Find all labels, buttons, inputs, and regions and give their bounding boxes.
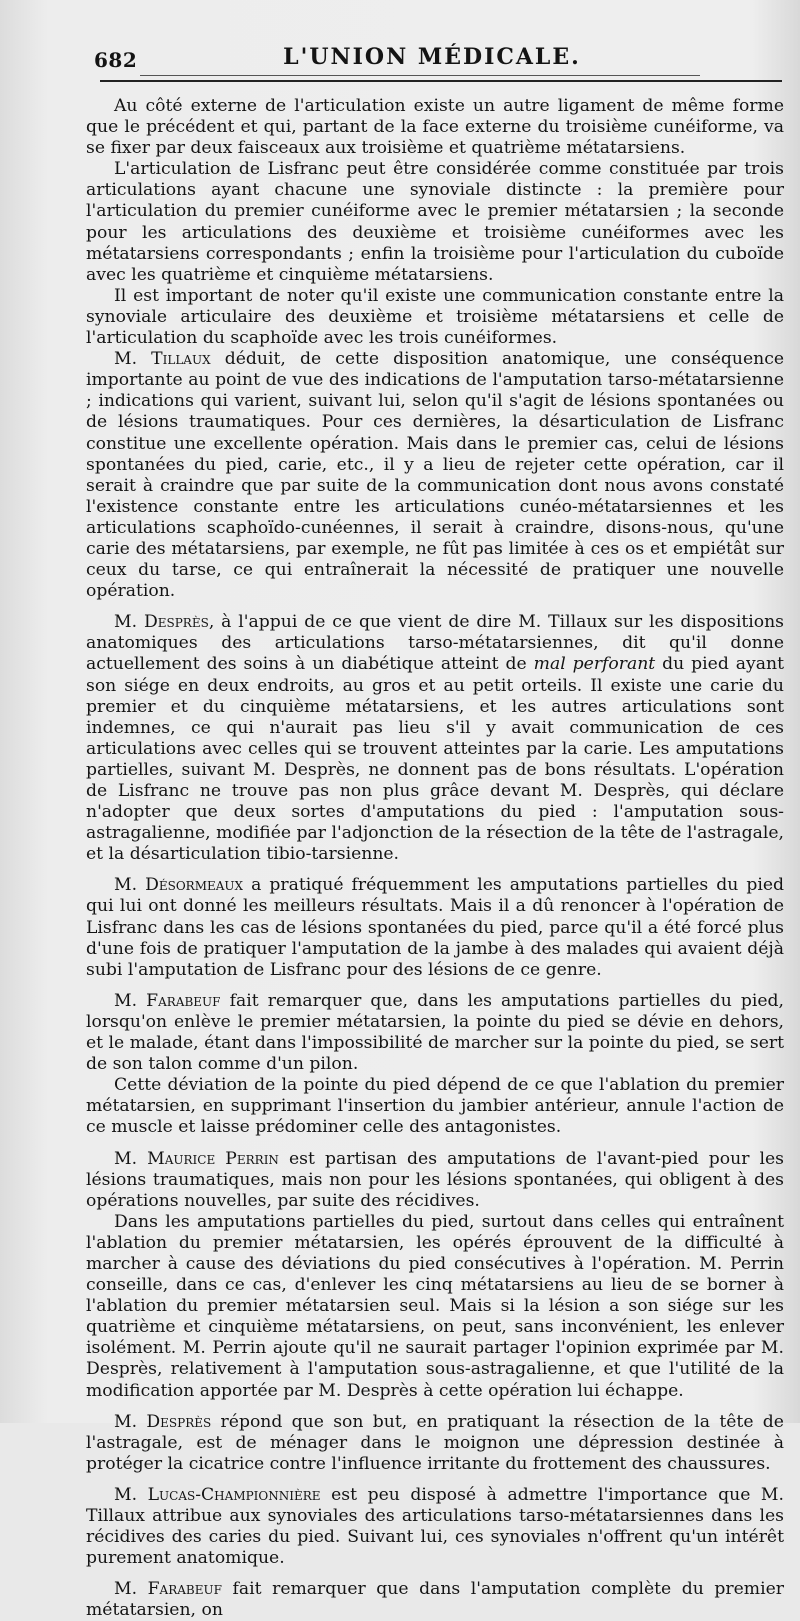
- paragraph: M. Desprès, à l'appui de ce que vient de dire M. Tillaux sur les dispositions anatomiques des articulations tarso-métatarsiennes, dit qu'il donne actuellement des soins à un diabétique atteint de mal perforant du pied ayant son siége en deux endroits, au gros et au petit orteils. Il existe une carie du premier et du cinquième métatarsiens, et les autres articulations sont indemnes, ce qui n'aurait pas lieu s'il y avait communication de ces articulations avec celles qui se trouvent atteintes par la carie. Les amputations partielles, suivant M. Desprès, ne donnent pas de bons résultats. L'opération de Lisfranc ne trouve pas non plus grâce devant M. Desprès, qui déclare n'adopter que deux sortes d'amputations du pied : l'amputation sous-astragalienne, modifiée par l'adjonction de la résection de la tête de l'astragale, et la désarticulation tibio-tarsienne.: [86, 612, 784, 865]
- header-rule: [100, 80, 782, 82]
- paragraph: M. Farabeuf fait remarquer que dans l'amputation complète du premier métatarsien, on: [86, 1579, 784, 1621]
- speaker-name: M. Maurice Perrin: [114, 1148, 279, 1169]
- speaker-name: M. Désormeaux: [114, 875, 244, 896]
- italic-term: mal perforant: [533, 654, 656, 675]
- journal-title: L'UNION MÉDICALE.: [283, 44, 581, 70]
- paragraph: Il est important de noter qu'il existe une communication constante entre la synoviale articulaire des deuxième et troisième métatarsiens et celle de l'articulation du scaphoïde avec les trois cunéiformes.: [86, 285, 784, 349]
- paragraph: M. Farabeuf fait remarquer que, dans les amputations partielles du pied, lorsqu'on enlève le premier métatarsien, la pointe du pied se dévie en dehors, et le malade, étant dans l'impossibilité de marcher sur la pointe du pied, se sert de son talon comme d'un pilon.: [86, 990, 784, 1075]
- speaker-name: M. Farabeuf: [114, 990, 221, 1011]
- article-body: [86, 96, 784, 1621]
- speaker-name: M. Farabeuf: [114, 1579, 222, 1600]
- speaker-name: M. Tillaux: [114, 349, 211, 370]
- page-header: [94, 42, 770, 72]
- paragraph: M. Désormeaux a pratiqué fréquemment les amputations partielles du pied qui lui ont donné les meilleurs résultats. Mais il a dû renoncer à l'opération de Lisfranc dans les cas de lésions spontanées du pied, parce qu'il a été forcé plus d'une fois de pratiquer l'amputation de la jambe à des malades qui avaient déjà subi l'amputation de Lisfranc pour des lésions de ce genre.: [86, 875, 785, 980]
- header-rule-thin: [140, 75, 700, 76]
- speaker-name: M. Desprès: [114, 612, 209, 633]
- page-number: 682: [94, 48, 138, 72]
- paragraph: Dans les amputations partielles du pied, surtout dans celles qui entraînent l'ablation du premier métatarsien, les opérés éprouvent de la difficulté à marcher à cause des déviations du pied consécutives à l'opération. M. Perrin conseille, dans ce cas, d'enlever les cinq métatarsiens au lieu de se borner à l'ablation du premier métatarsien seul. Mais si la lésion a son siége sur les quatrième et cinquième métatarsiens, on peut, sans inconvénient, les enlever isolément. M. Perrin ajoute qu'il ne saurait partager l'opinion exprimée par M. Desprès, relativement à l'amputation sous-astragalienne, et que l'utilité de la modification apportée par M. Desprès à cette opération lui échappe.: [86, 1211, 784, 1401]
- paragraph: Au côté externe de l'articulation existe un autre ligament de même forme que le précédent et qui, partant de la face externe du troisième cunéiforme, va se fixer par deux faisceaux aux troisième et quatrième métatarsiens.: [86, 96, 784, 159]
- paragraph: Cette déviation de la pointe du pied dépend de ce que l'ablation du premier métatarsien, en supprimant l'insertion du jambier antérieur, annule l'action de ce muscle et laisse prédominer celle des antagonistes.: [86, 1075, 784, 1138]
- paragraph: M. Tillaux déduit, de cette disposition anatomique, une conséquence importante au point de vue des indications de l'amputation tarso-métatarsienne ; indications qui varient, suivant lui, selon qu'il s'agit de lésions spontanées ou de lésions traumatiques. Pour ces dernières, la désarticulation de Lisfranc constitue une excellente opération. Mais dans le premier cas, celui de lésions spontanées du pied, carie, etc., il y a lieu de rejeter cette opération, car il serait à craindre que par suite de la communication dont nous avons constaté l'existence constante entre les articulations cunéo-métatarsiennes et les articulations scaphoïdo-cunéennes, il serait à craindre, disons-nous, qu'une carie des métatarsiens, par exemple, ne fût pas limitée à ces os et empiétât sur ceux du tarse, ce qui entraînerait la nécessité de pratiquer une nouvelle opération.: [86, 349, 784, 602]
- paragraph: M. Desprès répond que son but, en pratiquant la résection de la tête de l'astragale, est de ménager dans le moignon une dépression destinée à protéger la cicatrice contre l'influence irritante du frottement des chaussures.: [86, 1411, 784, 1474]
- speaker-name: M. Lucas-Championnière: [114, 1484, 321, 1505]
- paragraph: M. Maurice Perrin est partisan des amputations de l'avant-pied pour les lésions traumatiques, mais non pour les lésions spontanées, qui obligent à des opérations nouvelles, par suite des récidives.: [86, 1148, 784, 1211]
- paragraph: M. Lucas-Championnière est peu disposé à admettre l'importance que M. Tillaux attribue aux synoviales des articulations tarso-métatarsiennes dans les récidives des caries du pied. Suivant lui, ces synoviales n'offrent qu'un intérêt purement anatomique.: [86, 1484, 784, 1569]
- paragraph: L'articulation de Lisfranc peut être considérée comme constituée par trois articulations ayant chacune une synoviale distincte : la première pour l'articulation du premier cunéiforme avec le premier métatarsien ; la seconde pour les articulations des deuxième et troisième cunéiformes avec les métatarsiens correspondants ; enfin la troisième pour l'articulation du cuboïde avec les quatrième et cinquième métatarsiens.: [86, 159, 784, 285]
- speaker-name: M. Desprès: [114, 1411, 212, 1432]
